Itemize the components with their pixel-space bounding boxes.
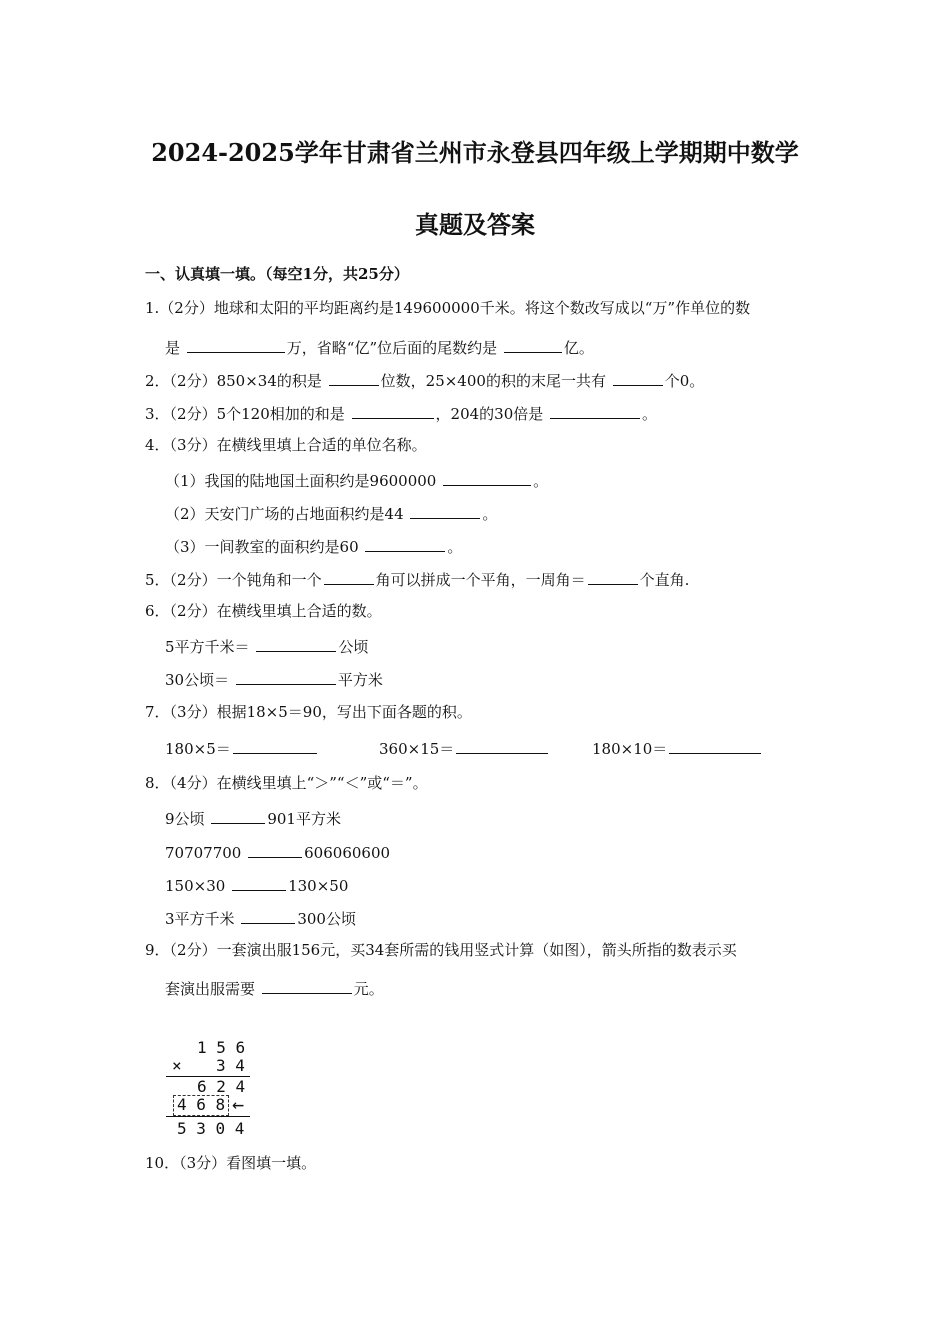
q9-text-b: 元。 bbox=[353, 980, 384, 998]
q4-sub-2-text: （2）天安门广场的占地面积约是44 bbox=[165, 505, 404, 523]
q8-row bbox=[165, 841, 390, 863]
q4-sub-1-end: 。 bbox=[533, 472, 549, 490]
q6-row-2-left: 30公顷＝ bbox=[165, 671, 230, 689]
q1-line-2 bbox=[165, 336, 594, 358]
q2-line bbox=[145, 369, 704, 391]
q8-row-right: 901平方米 bbox=[267, 810, 341, 828]
title-line-1: 2024-2025学年甘肃省兰州市永登县四年级上学期期中数学 bbox=[151, 138, 799, 167]
q8-blank[interactable] bbox=[232, 874, 286, 891]
q2-blank-1[interactable] bbox=[329, 369, 379, 386]
q8-line: 8．（4分）在横线里填上“＞”“＜”或“＝”。 bbox=[145, 774, 428, 792]
q3-text-c: 。 bbox=[642, 405, 658, 423]
q8-blank[interactable] bbox=[211, 807, 265, 824]
q4-sub-2 bbox=[165, 502, 497, 524]
q2-text-c: 个0。 bbox=[664, 372, 705, 390]
q8-row-left: 150×30 bbox=[165, 877, 226, 895]
q4-sub-3 bbox=[165, 535, 462, 557]
q6-row-2 bbox=[165, 668, 383, 690]
q7-expr-1 bbox=[165, 737, 319, 759]
q4-sub-3-end: 。 bbox=[447, 538, 463, 556]
q3-text-a: 3．（2分）5个120相加的和是 bbox=[145, 405, 345, 423]
q1-line-1: 1.（2分）地球和太阳的平均距离约是149600000千米。将这个数改写成以“万”作单位的数 bbox=[145, 299, 751, 317]
q6-line: 6．（2分）在横线里填上合适的数。 bbox=[145, 602, 382, 620]
q8-blank[interactable] bbox=[248, 841, 302, 858]
q5-text-a: 5．（2分）一个钝角和一个 bbox=[145, 571, 322, 589]
q7-blank-2[interactable] bbox=[456, 737, 548, 754]
calc-row-5: 5 3 0 4 bbox=[177, 1119, 245, 1138]
divider-line bbox=[166, 1116, 250, 1117]
q4-line: 4．（3分）在横线里填上合适的单位名称。 bbox=[145, 436, 427, 454]
q3-line bbox=[145, 402, 657, 424]
q8-row-right: 300公顷 bbox=[297, 910, 356, 928]
section-heading: 一、认真填一填。（每空1分，共25分） bbox=[145, 265, 409, 283]
q1-text-c: 亿。 bbox=[563, 339, 594, 357]
q2-text-a: 2．（2分）850×34的积是 bbox=[145, 372, 322, 390]
q8-row-left: 70707700 bbox=[165, 844, 242, 862]
q4-sub-1-text: （1）我国的陆地国土面积约是9600000 bbox=[165, 472, 437, 490]
q6-blank-2[interactable] bbox=[236, 668, 336, 685]
q7-expr-3 bbox=[592, 737, 763, 759]
multiply-sign: × bbox=[172, 1056, 182, 1075]
title-line-2: 真题及答案 bbox=[415, 210, 535, 239]
q6-row-1-unit: 公顷 bbox=[338, 638, 369, 656]
q7-expr-2-text: 360×15＝ bbox=[379, 740, 455, 758]
q7-expr-2 bbox=[379, 737, 550, 759]
q9-line-2 bbox=[165, 977, 384, 999]
q4-sub-2-end: 。 bbox=[482, 505, 498, 523]
q8-blank[interactable] bbox=[241, 907, 295, 924]
q1-blank-2[interactable] bbox=[504, 336, 562, 353]
q8-row bbox=[165, 907, 356, 929]
q1-blank-1[interactable] bbox=[187, 336, 285, 353]
q8-row bbox=[165, 874, 348, 896]
q5-text-b: 角可以拼成一个平角，一周角＝ bbox=[375, 571, 586, 589]
q7-expr-1-text: 180×5＝ bbox=[165, 740, 231, 758]
q6-row-1 bbox=[165, 635, 368, 657]
arrow-left-icon: ← bbox=[232, 1092, 245, 1116]
q8-row-left: 3平方千米 bbox=[165, 910, 235, 928]
q7-blank-3[interactable] bbox=[669, 737, 761, 754]
q6-row-2-unit: 平方米 bbox=[337, 671, 383, 689]
q1-text-a: 是 bbox=[165, 339, 181, 357]
q7-blank-1[interactable] bbox=[233, 737, 317, 754]
q9-text-a: 套演出服需要 bbox=[165, 980, 256, 998]
q5-blank-1[interactable] bbox=[324, 568, 374, 585]
q6-blank-1[interactable] bbox=[256, 635, 336, 652]
q8-row-left: 9公顷 bbox=[165, 810, 205, 828]
q4-sub-3-text: （3）一间教室的面积约是60 bbox=[165, 538, 359, 556]
q5-text-c: 个直角. bbox=[639, 571, 690, 589]
q3-blank-1[interactable] bbox=[352, 402, 434, 419]
q7-line: 7．（3分）根据18×5＝90，写出下面各题的积。 bbox=[145, 703, 472, 721]
calc-row-3: 6 2 4 bbox=[197, 1077, 246, 1096]
q8-row bbox=[165, 807, 341, 829]
q4-blank-2[interactable] bbox=[410, 502, 480, 519]
q1-text-b: 万，省略“亿”位后面的尾数约是 bbox=[286, 339, 498, 357]
q2-text-b: 位数，25×400的积的末尾一共有 bbox=[380, 372, 606, 390]
calc-row-2: 3 4 bbox=[216, 1056, 245, 1075]
q3-text-b: ，204的30倍是 bbox=[435, 405, 544, 423]
q8-row-right: 606060600 bbox=[304, 844, 391, 862]
q9-blank[interactable] bbox=[262, 977, 352, 994]
q10-line: 10．（3分）看图填一填。 bbox=[145, 1154, 317, 1172]
q8-row-right: 130×50 bbox=[288, 877, 349, 895]
q5-line bbox=[145, 568, 689, 590]
q2-blank-2[interactable] bbox=[613, 369, 663, 386]
q4-blank-1[interactable] bbox=[443, 469, 531, 486]
q4-sub-1 bbox=[165, 469, 548, 491]
q5-blank-2[interactable] bbox=[588, 568, 638, 585]
q3-blank-2[interactable] bbox=[550, 402, 640, 419]
q6-row-1-left: 5平方千米＝ bbox=[165, 638, 250, 656]
q9-line-1: 9．（2分）一套演出服156元，买34套所需的钱用竖式计算（如图），箭头所指的数表示买 bbox=[145, 941, 737, 959]
calc-row-4: 4 6 8 bbox=[177, 1095, 226, 1114]
calc-row-1: 1 5 6 bbox=[197, 1038, 246, 1057]
q4-blank-3[interactable] bbox=[365, 535, 445, 552]
q7-expr-3-text: 180×10＝ bbox=[592, 740, 668, 758]
